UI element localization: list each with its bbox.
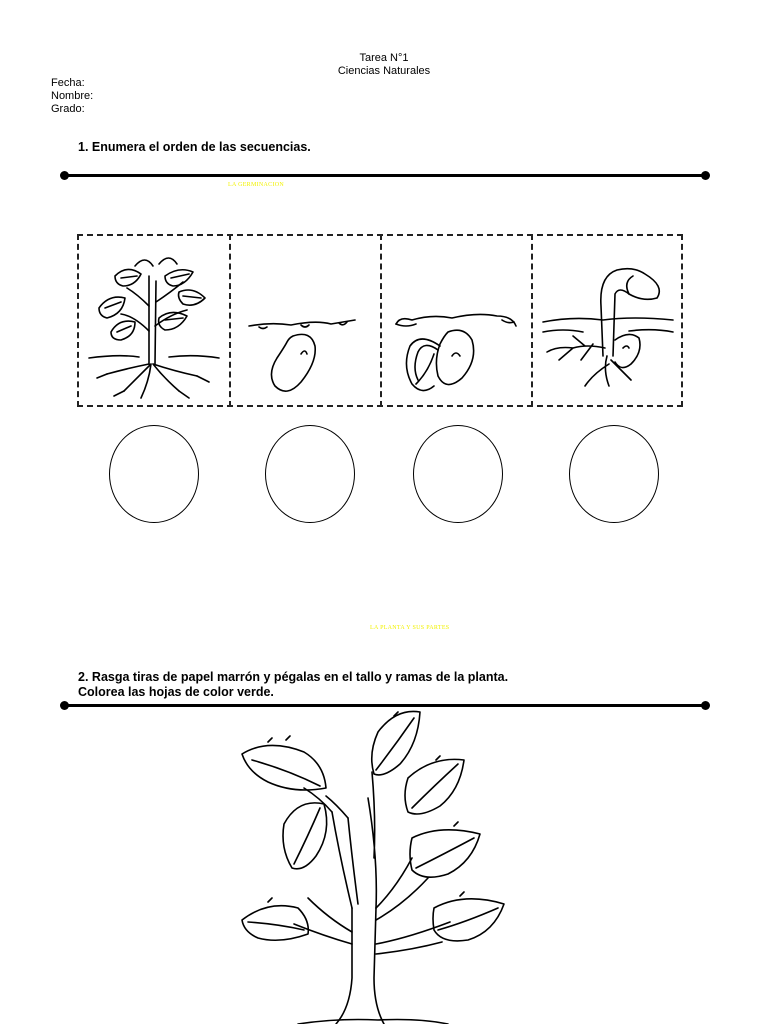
section2-rule — [64, 704, 706, 707]
section1-rule — [64, 174, 706, 177]
panel-grown-bean-plant — [79, 236, 229, 406]
answer-oval-1[interactable] — [109, 425, 199, 523]
answer-oval-3[interactable] — [413, 425, 503, 523]
section2-faint-label: LA PLANTA Y SUS PARTES — [370, 625, 450, 631]
answer-oval-2[interactable] — [265, 425, 355, 523]
panel-seed-sprouting-root — [382, 236, 532, 406]
section2-instruction-line2: Colorea las hojas de color verde. — [78, 685, 274, 699]
section2-instruction — [78, 670, 508, 700]
panel-seed-in-soil — [231, 236, 381, 406]
name-field-label: Nombre: — [51, 90, 94, 102]
section2-number: 2. — [78, 670, 89, 684]
answer-oval-4[interactable] — [569, 425, 659, 523]
section1-faint-label: LA GERMINACION — [228, 182, 285, 188]
section1-number: 1. — [78, 140, 89, 154]
rule-right-dot — [701, 171, 710, 180]
rule-right-dot — [701, 701, 710, 710]
section1-instruction — [78, 140, 311, 155]
date-field-label: Fecha: — [51, 77, 85, 89]
panel-seedling-emerging — [533, 236, 683, 406]
worksheet-title: Tarea N°1 — [359, 52, 409, 64]
grade-field-label: Grado: — [51, 103, 85, 115]
section2-instruction-line1: Rasga tiras de papel marrón y pégalas en el tallo y ramas de la planta. — [91, 670, 509, 684]
worksheet-subject: Ciencias Naturales — [337, 65, 431, 77]
tree-illustration — [228, 708, 518, 1024]
section1-instruction-text: Enumera el orden de las secuencias. — [91, 140, 311, 154]
